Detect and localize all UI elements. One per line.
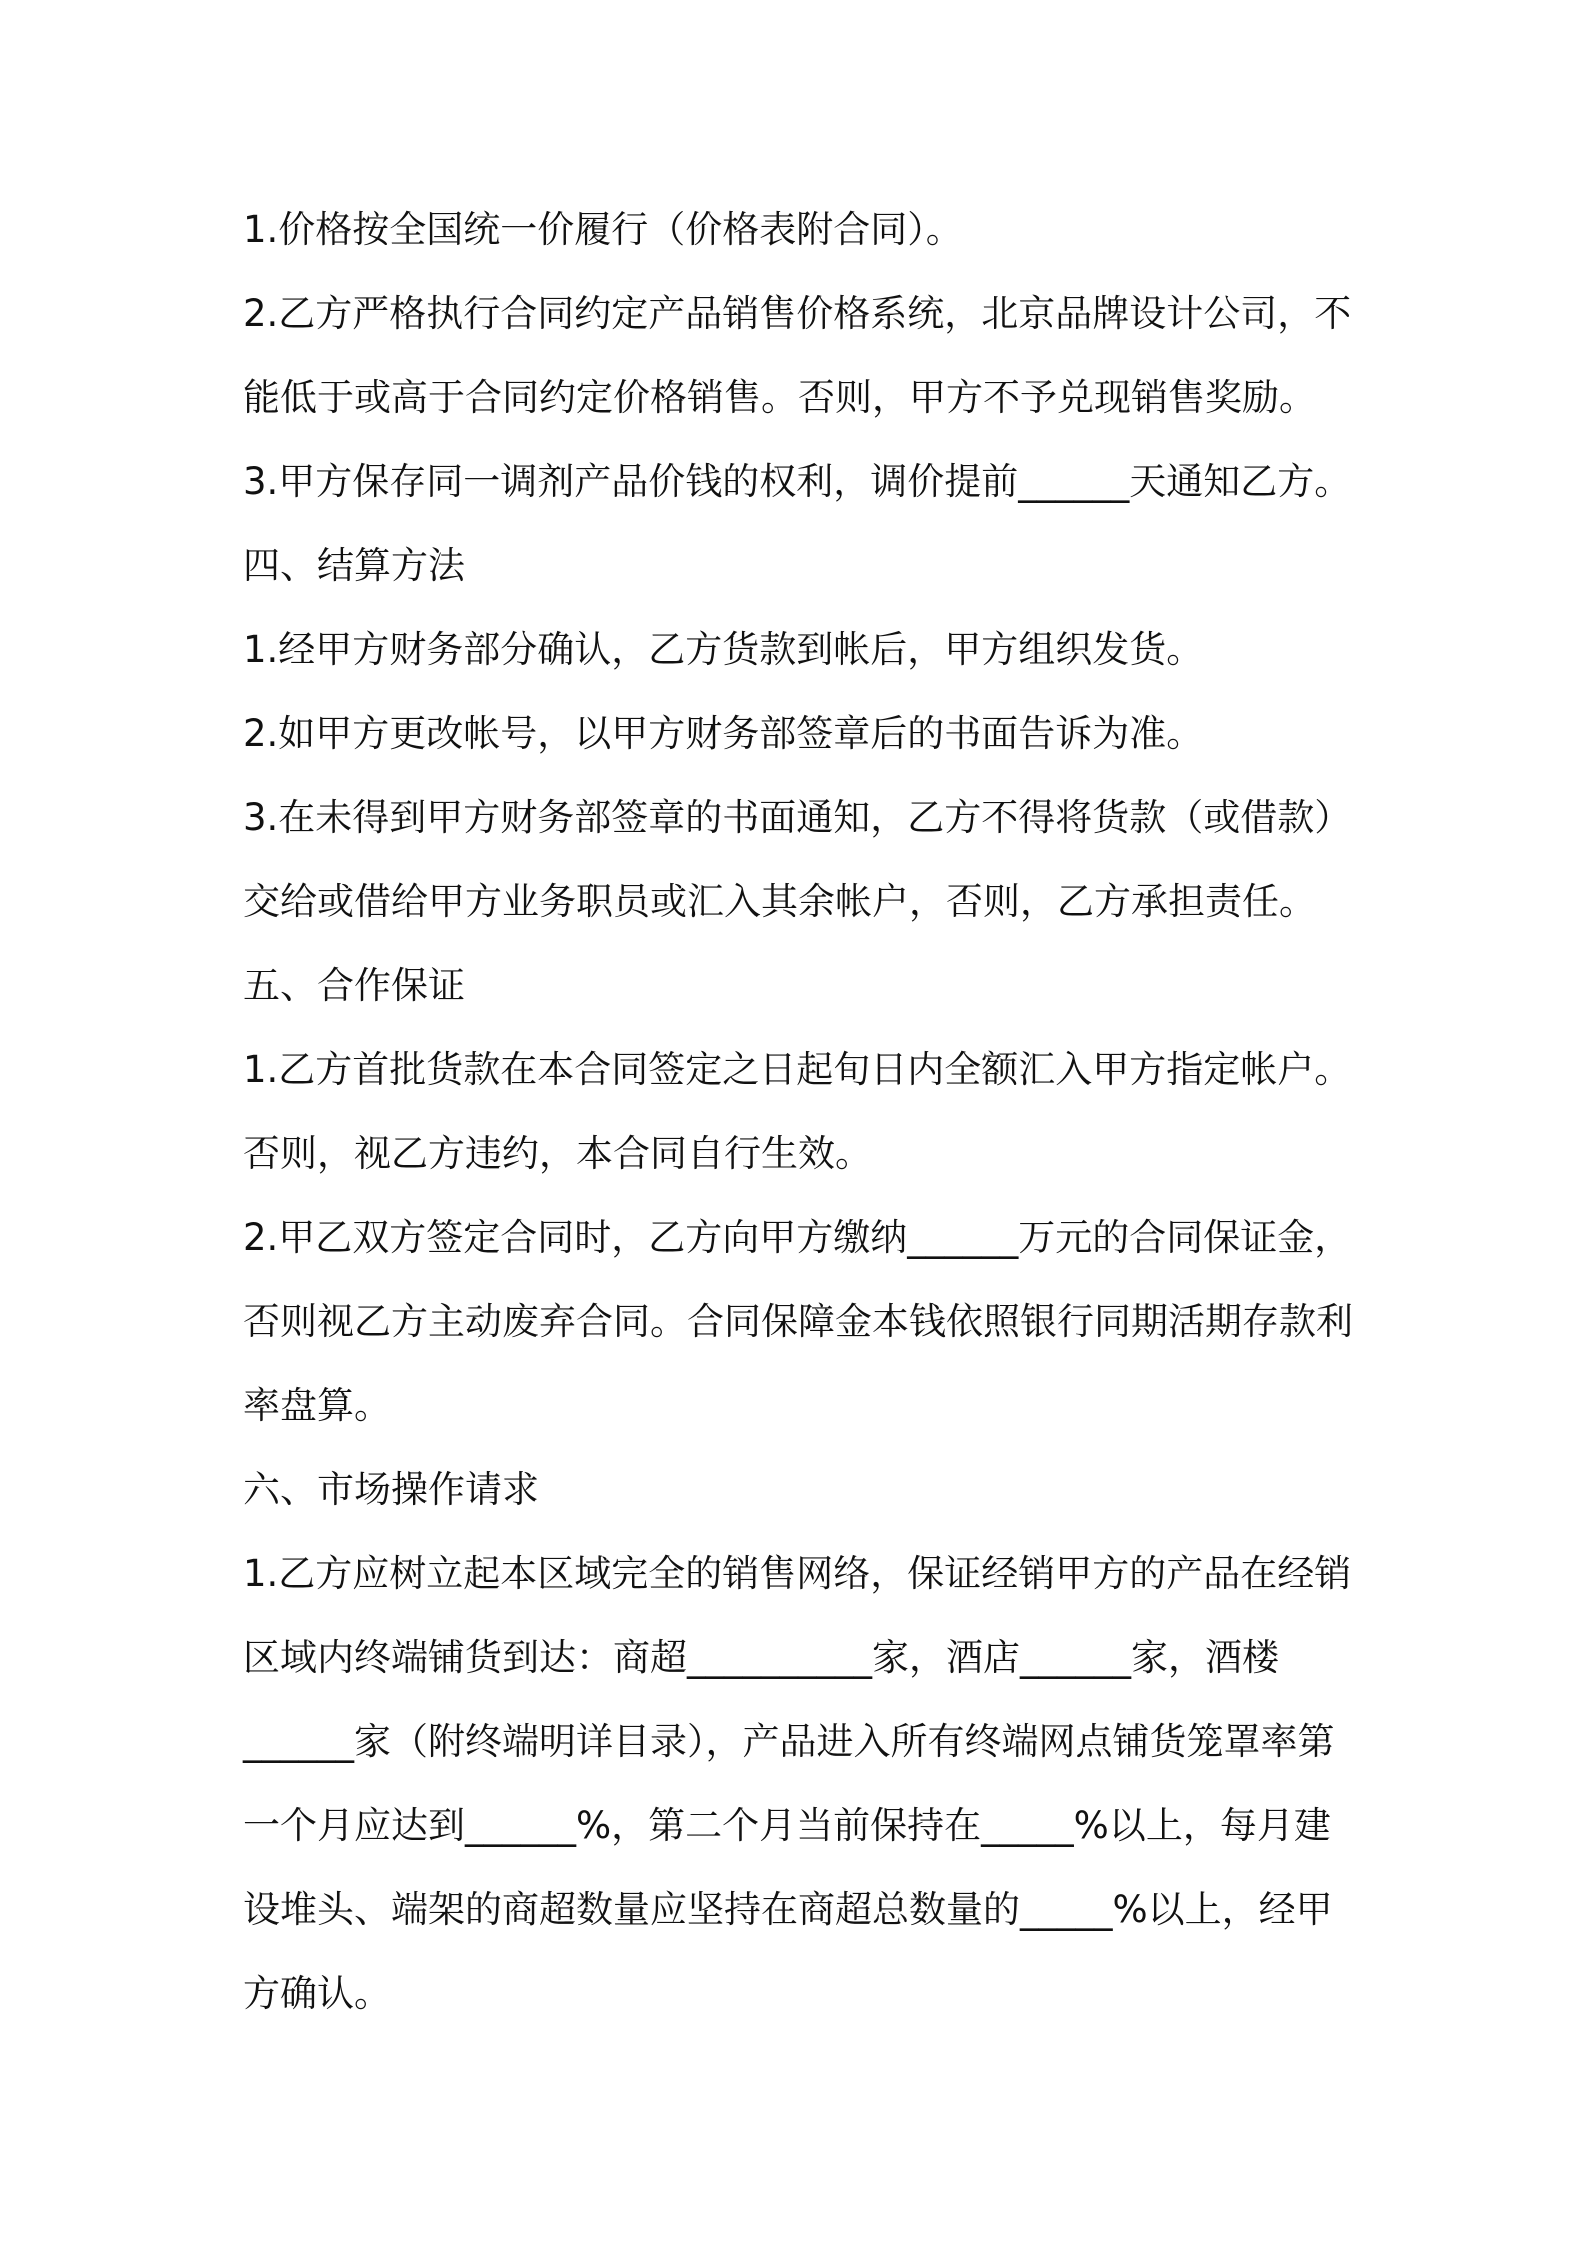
price-clause-2-line-2: 能低于或高于合同约定价格销售。否则，甲方不予兑现销售奖励。 bbox=[243, 376, 1316, 419]
market-clause-1-line-4: 一个月应达到______%，第二个月当前保持在_____%以上，每月建 bbox=[243, 1804, 1331, 1847]
guarantee-clause-2-line-2: 否则视乙方主动废弃合同。合同保障金本钱依照银行同期活期存款利 bbox=[243, 1300, 1353, 1343]
market-clause-1-line-1: 1.乙方应树立起本区域完全的销售网络，保证经销甲方的产品在经销 bbox=[243, 1552, 1352, 1595]
price-clause-1: 1.价格按全国统一价履行（价格表附合同）。 bbox=[243, 208, 963, 251]
price-clause-3: 3.甲方保存同一调剂产品价钱的权利，调价提前______天通知乙方。 bbox=[243, 460, 1352, 503]
price-clause-2-line-1: 2.乙方严格执行合同约定产品销售价格系统，北京品牌设计公司，不 bbox=[243, 292, 1352, 335]
market-clause-1-line-6: 方确认。 bbox=[243, 1972, 391, 2015]
section-heading-settlement: 四、结算方法 bbox=[243, 544, 465, 587]
settlement-clause-1: 1.经甲方财务部分确认，乙方货款到帐后，甲方组织发货。 bbox=[243, 628, 1204, 671]
settlement-clause-3-line-1: 3.在未得到甲方财务部签章的书面通知，乙方不得将货款（或借款） bbox=[243, 796, 1352, 839]
guarantee-clause-2-line-3: 率盘算。 bbox=[243, 1384, 391, 1427]
guarantee-clause-1-line-2: 否则，视乙方违约，本合同自行生效。 bbox=[243, 1132, 872, 1175]
market-clause-1-line-2: 区域内终端铺货到达：商超__________家，酒店______家，酒楼 bbox=[243, 1636, 1279, 1679]
market-clause-1-line-3: ______家（附终端明详目录），产品进入所有终端网点铺货笼罩率第 bbox=[243, 1720, 1335, 1763]
section-heading-cooperation-guarantee: 五、合作保证 bbox=[243, 964, 465, 1007]
market-clause-1-line-5: 设堆头、端架的商超数量应坚持在商超总数量的_____%以上，经甲 bbox=[243, 1888, 1333, 1931]
section-heading-market-operation: 六、市场操作请求 bbox=[243, 1468, 539, 1511]
settlement-clause-3-line-2: 交给或借给甲方业务职员或汇入其余帐户，否则，乙方承担责任。 bbox=[243, 880, 1316, 923]
guarantee-clause-2-line-1: 2.甲乙双方签定合同时，乙方向甲方缴纳______万元的合同保证金， bbox=[243, 1216, 1352, 1259]
settlement-clause-2: 2.如甲方更改帐号，以甲方财务部签章后的书面告诉为准。 bbox=[243, 712, 1204, 755]
guarantee-clause-1-line-1: 1.乙方首批货款在本合同签定之日起旬日内全额汇入甲方指定帐户。 bbox=[243, 1048, 1352, 1091]
